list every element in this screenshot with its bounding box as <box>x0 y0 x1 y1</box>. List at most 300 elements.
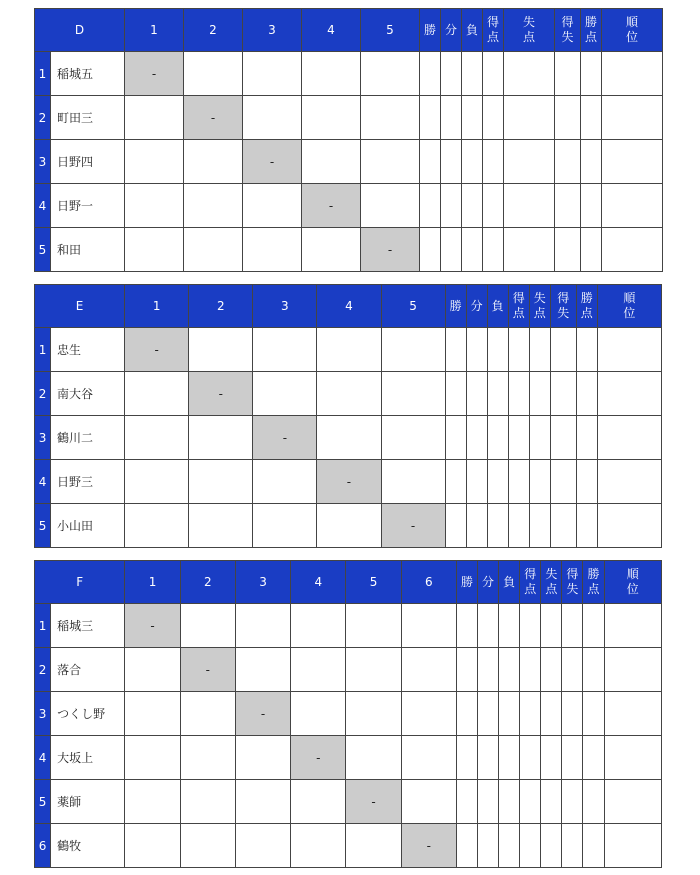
stat-cell <box>499 648 520 692</box>
opponent-column-header: 2 <box>189 285 253 328</box>
stat-cell <box>445 328 466 372</box>
stat-cell <box>597 504 661 548</box>
stat-cell <box>541 780 562 824</box>
stat-cell <box>478 736 499 780</box>
match-result-cell <box>401 604 456 648</box>
stat-cell <box>555 228 581 272</box>
team-number: 3 <box>35 416 51 460</box>
match-result-cell <box>180 780 235 824</box>
team-name: 和田 <box>51 228 125 272</box>
opponent-column-header: 3 <box>253 285 317 328</box>
opponent-column-header: 3 <box>243 9 302 52</box>
match-result-cell <box>346 604 401 648</box>
stat-cell <box>541 824 562 868</box>
match-result-cell <box>317 328 381 372</box>
match-result-cell <box>125 780 180 824</box>
match-result-cell <box>302 96 361 140</box>
match-result-cell <box>291 604 346 648</box>
stat-column-header: 勝 <box>445 285 466 328</box>
stat-cell <box>520 604 541 648</box>
group-name-header: E <box>35 285 125 328</box>
opponent-column-header: 3 <box>235 561 290 604</box>
stat-cell <box>499 780 520 824</box>
match-result-cell <box>361 140 420 184</box>
stat-column-header: 分 <box>441 9 462 52</box>
team-name: 鶴牧 <box>51 824 125 868</box>
stat-cell <box>550 372 576 416</box>
opponent-column-header: 4 <box>291 561 346 604</box>
opponent-column-header: 4 <box>317 285 381 328</box>
stat-cell <box>466 504 487 548</box>
stat-cell <box>466 416 487 460</box>
match-result-cell <box>184 228 243 272</box>
self-match-cell: - <box>302 184 361 228</box>
opponent-column-header: 5 <box>361 9 420 52</box>
stat-cell <box>499 604 520 648</box>
stat-cell <box>555 96 581 140</box>
stat-cell <box>508 416 529 460</box>
opponent-column-header: 2 <box>180 561 235 604</box>
team-number: 3 <box>35 692 51 736</box>
stat-cell <box>487 460 508 504</box>
match-result-cell <box>235 604 290 648</box>
stat-cell <box>583 780 604 824</box>
stat-cell <box>604 604 661 648</box>
stat-cell <box>541 736 562 780</box>
stat-cell <box>504 140 555 184</box>
stat-cell <box>550 504 576 548</box>
stat-cell <box>562 736 583 780</box>
stat-cell <box>604 780 661 824</box>
opponent-column-header: 2 <box>184 9 243 52</box>
match-result-cell <box>401 780 456 824</box>
stat-cell <box>441 184 462 228</box>
stat-cell <box>541 648 562 692</box>
stat-column-header: 勝 <box>420 9 441 52</box>
team-name: 町田三 <box>51 96 125 140</box>
team-number: 1 <box>35 604 51 648</box>
team-name: 薬師 <box>51 780 125 824</box>
match-result-cell <box>381 372 445 416</box>
team-row <box>35 416 662 460</box>
team-row <box>35 328 662 372</box>
team-name: 稲城三 <box>51 604 125 648</box>
match-result-cell <box>125 96 184 140</box>
stat-cell <box>483 228 504 272</box>
match-result-cell <box>235 780 290 824</box>
stat-cell <box>581 52 602 96</box>
team-name: 落合 <box>51 648 125 692</box>
match-result-cell <box>401 692 456 736</box>
stat-cell <box>555 184 581 228</box>
match-result-cell <box>243 52 302 96</box>
stat-cell <box>604 736 661 780</box>
stat-cell <box>602 228 663 272</box>
match-result-cell <box>125 692 180 736</box>
group-name-header: D <box>35 9 125 52</box>
stat-cell <box>456 824 477 868</box>
match-result-cell <box>346 736 401 780</box>
stat-cell <box>597 460 661 504</box>
opponent-column-header: 1 <box>125 9 184 52</box>
match-result-cell <box>180 824 235 868</box>
stat-column-header: 負 <box>462 9 483 52</box>
match-result-cell <box>235 648 290 692</box>
stat-cell <box>478 824 499 868</box>
opponent-column-header: 5 <box>381 285 445 328</box>
stat-cell <box>499 692 520 736</box>
stat-cell <box>462 228 483 272</box>
team-name: 南大谷 <box>51 372 125 416</box>
stat-column-header: 分 <box>478 561 499 604</box>
match-result-cell <box>361 184 420 228</box>
stat-cell <box>555 52 581 96</box>
stat-cell <box>550 416 576 460</box>
stat-cell <box>520 780 541 824</box>
match-result-cell <box>125 460 189 504</box>
stat-cell <box>462 184 483 228</box>
self-match-cell: - <box>346 780 401 824</box>
stat-column-header: 失 点 <box>529 285 550 328</box>
self-match-cell: - <box>243 140 302 184</box>
match-result-cell <box>291 692 346 736</box>
stat-cell <box>529 328 550 372</box>
team-name: 小山田 <box>51 504 125 548</box>
team-name: 忠生 <box>51 328 125 372</box>
team-row <box>35 140 663 184</box>
team-name: 稲城五 <box>51 52 125 96</box>
stat-cell <box>581 228 602 272</box>
match-result-cell <box>125 648 180 692</box>
stat-cell <box>555 140 581 184</box>
match-result-cell <box>291 824 346 868</box>
team-row <box>35 736 662 780</box>
stat-cell <box>508 460 529 504</box>
team-name: 日野一 <box>51 184 125 228</box>
match-result-cell <box>317 504 381 548</box>
stat-cell <box>508 504 529 548</box>
stat-column-header: 順 位 <box>604 561 661 604</box>
team-row <box>35 96 663 140</box>
stat-cell <box>441 96 462 140</box>
stat-cell <box>581 96 602 140</box>
stat-cell <box>456 692 477 736</box>
stat-column-header: 勝 点 <box>583 561 604 604</box>
stat-cell <box>478 692 499 736</box>
stat-cell <box>478 604 499 648</box>
match-result-cell <box>243 228 302 272</box>
team-number: 5 <box>35 780 51 824</box>
match-result-cell <box>401 736 456 780</box>
stat-cell <box>420 184 441 228</box>
match-result-cell <box>291 648 346 692</box>
stat-cell <box>499 824 520 868</box>
match-result-cell <box>125 372 189 416</box>
self-match-cell: - <box>184 96 243 140</box>
stat-cell <box>478 648 499 692</box>
stat-cell <box>597 372 661 416</box>
stat-cell <box>456 736 477 780</box>
match-result-cell <box>302 52 361 96</box>
team-number: 5 <box>35 228 51 272</box>
stat-cell <box>462 96 483 140</box>
team-row <box>35 504 662 548</box>
stat-cell <box>487 416 508 460</box>
match-result-cell <box>381 416 445 460</box>
stat-cell <box>520 736 541 780</box>
team-row <box>35 460 662 504</box>
team-row <box>35 372 662 416</box>
stat-cell <box>562 604 583 648</box>
stat-cell <box>541 604 562 648</box>
stat-cell <box>478 780 499 824</box>
group-D-table <box>34 8 663 272</box>
team-number: 5 <box>35 504 51 548</box>
team-row <box>35 648 662 692</box>
stat-column-header: 勝 <box>456 561 477 604</box>
stat-cell <box>529 416 550 460</box>
team-name: 日野四 <box>51 140 125 184</box>
self-match-cell: - <box>125 52 184 96</box>
stat-cell <box>583 604 604 648</box>
self-match-cell: - <box>381 504 445 548</box>
self-match-cell: - <box>253 416 317 460</box>
stat-cell <box>499 736 520 780</box>
stat-column-header: 得 点 <box>520 561 541 604</box>
stat-cell <box>576 328 597 372</box>
match-result-cell <box>189 416 253 460</box>
match-result-cell <box>125 416 189 460</box>
match-result-cell <box>243 96 302 140</box>
self-match-cell: - <box>291 736 346 780</box>
stat-column-header: 得 点 <box>508 285 529 328</box>
match-result-cell <box>125 504 189 548</box>
stat-cell <box>504 228 555 272</box>
self-match-cell: - <box>317 460 381 504</box>
stat-cell <box>441 140 462 184</box>
match-result-cell <box>184 184 243 228</box>
stat-cell <box>445 372 466 416</box>
team-number: 4 <box>35 184 51 228</box>
stat-cell <box>597 328 661 372</box>
match-result-cell <box>361 52 420 96</box>
match-result-cell <box>317 372 381 416</box>
self-match-cell: - <box>125 604 180 648</box>
stat-cell <box>576 460 597 504</box>
team-name: つくし野 <box>51 692 125 736</box>
team-row <box>35 604 662 648</box>
match-result-cell <box>180 604 235 648</box>
stat-cell <box>504 184 555 228</box>
stat-column-header: 失 点 <box>541 561 562 604</box>
stat-cell <box>583 736 604 780</box>
stat-column-header: 得 失 <box>550 285 576 328</box>
match-result-cell <box>243 184 302 228</box>
stat-column-header: 得 点 <box>483 9 504 52</box>
stat-cell <box>483 140 504 184</box>
self-match-cell: - <box>180 648 235 692</box>
match-result-cell <box>235 824 290 868</box>
team-number: 4 <box>35 460 51 504</box>
stat-cell <box>420 140 441 184</box>
team-number: 6 <box>35 824 51 868</box>
group-name-header: F <box>35 561 125 604</box>
stat-cell <box>562 648 583 692</box>
stat-cell <box>483 52 504 96</box>
stat-cell <box>456 648 477 692</box>
match-result-cell <box>125 824 180 868</box>
stat-cell <box>529 460 550 504</box>
stat-cell <box>529 504 550 548</box>
stat-cell <box>520 692 541 736</box>
stat-column-header: 勝 点 <box>581 9 602 52</box>
stat-cell <box>466 328 487 372</box>
stat-cell <box>604 648 661 692</box>
team-row <box>35 184 663 228</box>
match-result-cell <box>302 228 361 272</box>
stat-cell <box>602 140 663 184</box>
team-number: 3 <box>35 140 51 184</box>
team-number: 1 <box>35 52 51 96</box>
stat-column-header: 順 位 <box>602 9 663 52</box>
match-result-cell <box>125 736 180 780</box>
team-number: 4 <box>35 736 51 780</box>
stat-column-header: 負 <box>499 561 520 604</box>
stat-column-header: 勝 点 <box>576 285 597 328</box>
stat-cell <box>581 184 602 228</box>
match-result-cell <box>180 736 235 780</box>
stat-cell <box>445 416 466 460</box>
stat-cell <box>462 52 483 96</box>
stat-cell <box>529 372 550 416</box>
stat-cell <box>520 648 541 692</box>
stat-cell <box>466 372 487 416</box>
stat-cell <box>504 96 555 140</box>
match-result-cell <box>401 648 456 692</box>
stat-cell <box>483 184 504 228</box>
opponent-column-header: 4 <box>302 9 361 52</box>
stat-cell <box>602 52 663 96</box>
stat-cell <box>583 648 604 692</box>
match-result-cell <box>189 504 253 548</box>
stat-cell <box>445 460 466 504</box>
stat-column-header: 失 点 <box>504 9 555 52</box>
match-result-cell <box>346 648 401 692</box>
match-result-cell <box>189 460 253 504</box>
team-row <box>35 780 662 824</box>
team-name: 日野三 <box>51 460 125 504</box>
stat-cell <box>602 184 663 228</box>
match-result-cell <box>381 328 445 372</box>
stat-cell <box>420 96 441 140</box>
match-result-cell <box>253 504 317 548</box>
stat-cell <box>562 780 583 824</box>
stat-cell <box>581 140 602 184</box>
group-F-table <box>34 560 662 868</box>
stat-cell <box>583 692 604 736</box>
stat-cell <box>420 228 441 272</box>
match-result-cell <box>253 372 317 416</box>
self-match-cell: - <box>401 824 456 868</box>
match-result-cell <box>180 692 235 736</box>
match-result-cell <box>346 692 401 736</box>
stat-cell <box>520 824 541 868</box>
opponent-column-header: 5 <box>346 561 401 604</box>
match-result-cell <box>361 96 420 140</box>
stat-cell <box>504 52 555 96</box>
match-result-cell <box>346 824 401 868</box>
group-E-table <box>34 284 662 548</box>
match-result-cell <box>125 184 184 228</box>
stat-column-header: 分 <box>466 285 487 328</box>
stat-column-header: 得 失 <box>555 9 581 52</box>
opponent-column-header: 1 <box>125 285 189 328</box>
stat-cell <box>508 328 529 372</box>
team-name: 鶴川二 <box>51 416 125 460</box>
match-result-cell <box>291 780 346 824</box>
team-number: 1 <box>35 328 51 372</box>
stat-column-header: 順 位 <box>597 285 661 328</box>
stat-cell <box>441 228 462 272</box>
team-number: 2 <box>35 648 51 692</box>
stat-cell <box>466 460 487 504</box>
stat-cell <box>597 416 661 460</box>
stat-cell <box>576 416 597 460</box>
stat-cell <box>602 96 663 140</box>
stat-cell <box>508 372 529 416</box>
stat-column-header: 負 <box>487 285 508 328</box>
match-result-cell <box>253 460 317 504</box>
match-result-cell <box>302 140 361 184</box>
stat-cell <box>562 692 583 736</box>
stat-cell <box>541 692 562 736</box>
team-row <box>35 824 662 868</box>
stat-cell <box>445 504 466 548</box>
self-match-cell: - <box>125 328 189 372</box>
team-number: 2 <box>35 96 51 140</box>
self-match-cell: - <box>189 372 253 416</box>
opponent-column-header: 1 <box>125 561 180 604</box>
stat-cell <box>456 604 477 648</box>
match-result-cell <box>125 228 184 272</box>
team-name: 大坂上 <box>51 736 125 780</box>
stat-cell <box>604 692 661 736</box>
stat-cell <box>487 504 508 548</box>
match-result-cell <box>184 140 243 184</box>
stat-cell <box>456 780 477 824</box>
stat-cell <box>487 328 508 372</box>
match-result-cell <box>253 328 317 372</box>
self-match-cell: - <box>235 692 290 736</box>
match-result-cell <box>317 416 381 460</box>
stat-cell <box>420 52 441 96</box>
team-number: 2 <box>35 372 51 416</box>
team-row <box>35 692 662 736</box>
stat-cell <box>576 372 597 416</box>
stat-column-header: 得 失 <box>562 561 583 604</box>
stat-cell <box>583 824 604 868</box>
stat-cell <box>562 824 583 868</box>
team-row <box>35 52 663 96</box>
match-result-cell <box>235 736 290 780</box>
stat-cell <box>462 140 483 184</box>
stat-cell <box>550 460 576 504</box>
self-match-cell: - <box>361 228 420 272</box>
opponent-column-header: 6 <box>401 561 456 604</box>
match-result-cell <box>125 140 184 184</box>
stat-cell <box>441 52 462 96</box>
stat-cell <box>604 824 661 868</box>
